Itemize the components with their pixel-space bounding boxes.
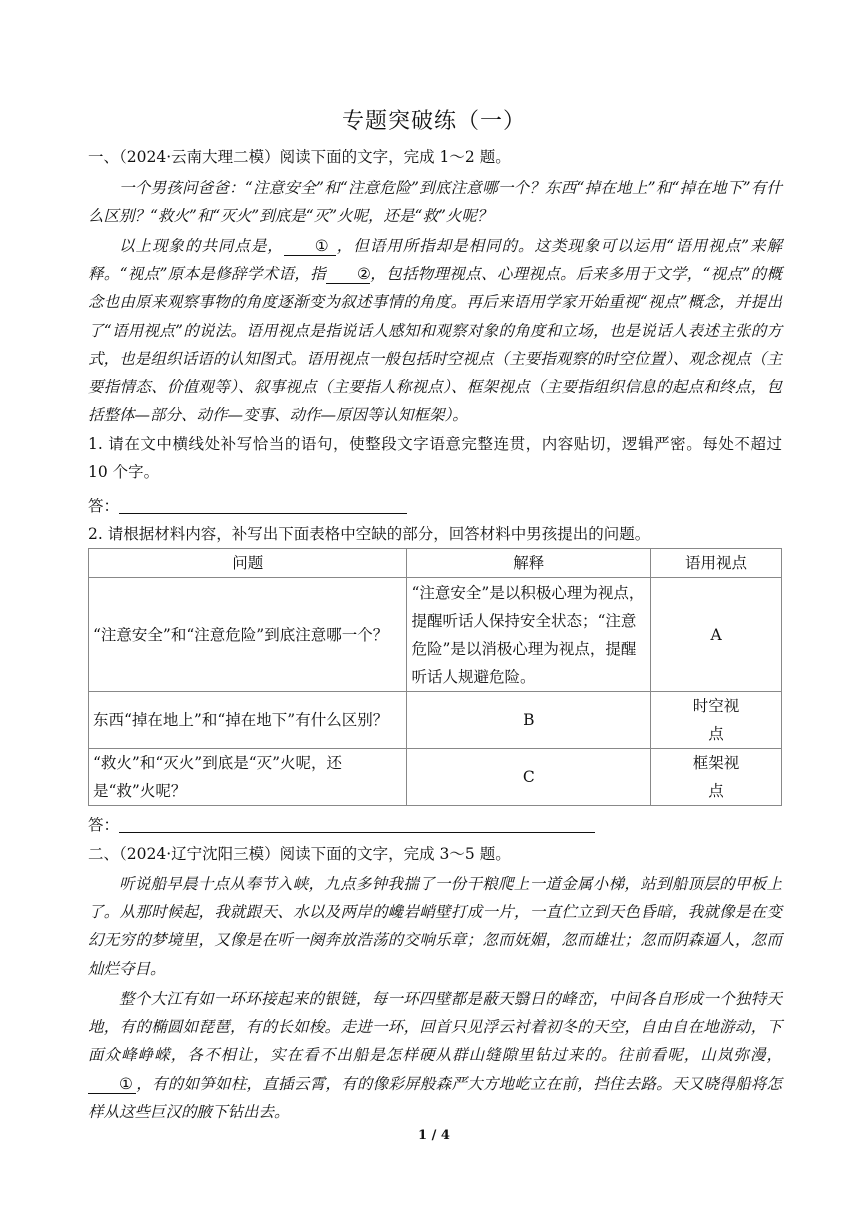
paragraph-text: ，但语用所指却是相同的。这类现象可以运用“语用视点”来解释。“视点”原本是修辞学术语，指 [88,237,782,284]
paragraph-text: 以上现象的共同点是， [119,237,284,255]
table-cell: B [407,692,651,749]
section2-paragraph-1: 听说船早晨十点从奉节入峡，九点多钟我揣了一份干粮爬上一道金属小梯，站到船顶层的甲板上了。从那时候起，我就跟天、水以及两岸的巉岩峭壁打成一片，一直伫立到天色昏暗，我就像是在变幻无穷的梦境里，又像是在听一阕奔放浩荡的交响乐章；忽而妩媚，忽而雄壮；忽而阴森逼人，忽而灿烂夺目。 [88,875,782,978]
table-cell: 框架视点 [651,749,782,806]
paragraph-text: 整个大江有如一环环接起来的银链，每一环四壁都是蔽天翳日的峰峦，中间各自形成一个独特天地，有的椭圆如琵琶，有的长如梭。走进一环，回首只见浮云衬着初冬的天空，自由自在地游动，下面众峰峥嵘，各不相让，实在看不出船是怎样硬从群山缝隙里钻过来的。往前看呢，山岚弥漫， [88,990,782,1065]
answer-label: 答： [88,497,120,515]
paragraph-text: ，有的如笋如柱，直插云霄，有的像彩屏般森严大方地屹立在前，挡住去路。天又晓得船将怎样从这些巨汉的腋下钻出去。 [88,1074,782,1121]
table-cell: C [407,749,651,806]
header-viewpoint: 语用视点 [651,549,782,578]
fill-blank-1: ① [88,1075,136,1094]
fill-blank-1: ① [284,237,336,256]
fill-blank-2: ② [326,265,370,284]
page-title: 专题突破练（一） [341,109,526,134]
table-cell: A [651,578,782,692]
table-cell: “注意安全”是以积极心理为视点，提醒听话人保持安全状态；“注意危险”是以消极心理为视点，提醒听话人规避危险。 [407,578,651,692]
table-row [89,749,782,806]
answer-underline [119,816,595,833]
answer-underline [119,497,407,514]
question-2: 2. 请根据材料内容，补写出下面表格中空缺的部分，回答材料中男孩提出的问题。 [88,525,651,543]
section2-heading: 二、（2024·辽宁沈阳三模）阅读下面的文字，完成 3～5 题。 [88,845,511,863]
table-row [89,692,782,749]
table-cell: “救火”和“灭火”到底是“灭”火呢，还是“救”火呢？ [89,749,407,806]
paragraph-text: ，包括物理视点、心理视点。后来多用于文学，“视点”的概念也由原来观察事物的角度逐渐变为叙述事情的角度。再后来语用学家开始重视“视点”概念，并提出了“语用视点”的说法。语用视点是指说话人感知和观察对象的角度和立场，也是说话人表述主张的方式，也是组织话语的认知图式。语用视点一般包括时空视点（主要指观察的时空位置）、观念视点（主要指情态、价值观等）、叙事视点（主要指人称视点）、框架视点（主要指组织信息的起点和终点，包括整体—部分、动作—变事、动作—原因等认知框架）。 [88,265,782,425]
header-explanation: 解释 [407,549,651,578]
table-cell: 东西“掉在地上”和“掉在地下”有什么区别？ [89,692,407,749]
section1-paragraph-2 [88,232,782,429]
answer-label: 答： [88,816,120,834]
question-table [88,548,782,806]
answer-line-1 [88,494,407,516]
question-1: 1. 请在文中横线处补写恰当的语句，使整段文字语意完整连贯，内容贴切，逻辑严密。每处不超过 10 个字。 [88,435,783,482]
table-cell: “注意安全”和“注意危险”到底注意哪一个？ [89,578,407,692]
table-cell: 时空视点 [651,692,782,749]
section2-paragraph-2 [88,985,782,1126]
answer-line-2 [88,813,595,835]
section1-paragraph-1: 一个男孩问爸爸：“注意安全”和“注意危险”到底注意哪一个？东西“掉在地上”和“掉在地下”有什么区别？“救火”和“灭火”到底是“灭”火呢，还是“救”火呢？ [88,179,782,226]
header-question: 问题 [89,549,407,578]
table-header-row [89,549,782,578]
section1-heading: 一、（2024·云南大理二模）阅读下面的文字，完成 1～2 题。 [88,148,511,166]
page-number: 1 / 4 [418,1128,450,1143]
table-row [89,578,782,692]
